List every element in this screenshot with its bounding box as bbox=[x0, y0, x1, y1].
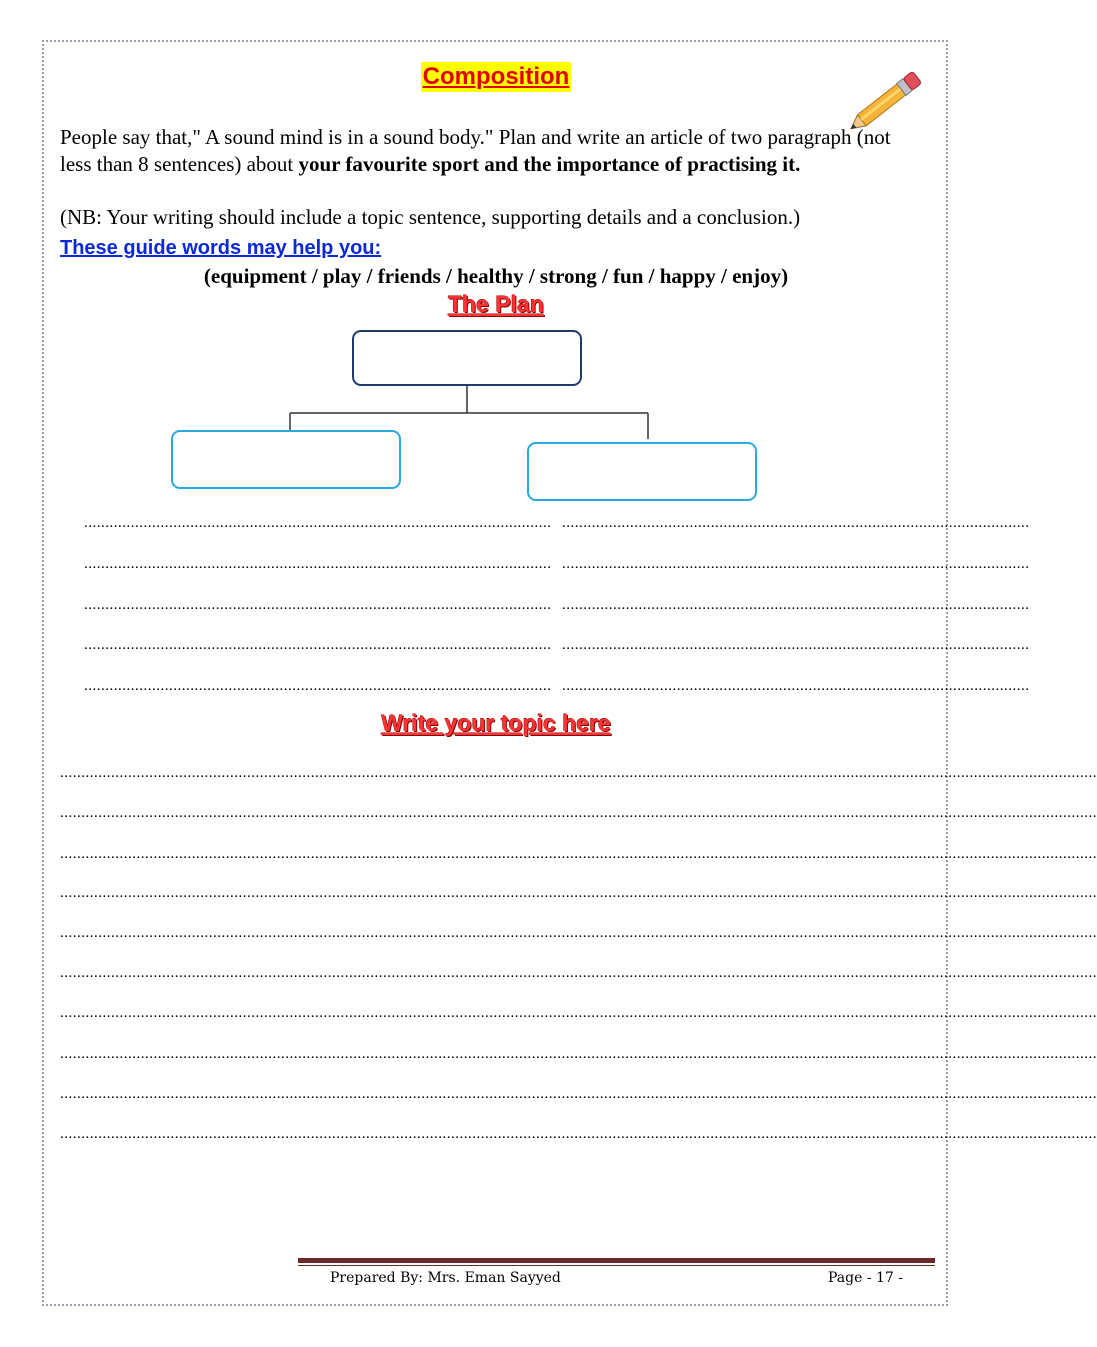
guide-heading: These guide words may help you: bbox=[60, 237, 382, 259]
writing-line[interactable]: .................................................................................................................................................................................................................................................... bbox=[60, 1046, 1097, 1062]
plan-note-line-left[interactable]: .............................................................................................................. bbox=[84, 515, 552, 531]
writing-line[interactable]: .................................................................................................................................................................................................................................................... bbox=[60, 885, 1097, 901]
guide-words: (equipment / play / friends / healthy / strong / fun / happy / enjoy) bbox=[203, 264, 789, 288]
topic-title: Write your topic here bbox=[381, 710, 611, 736]
writing-line[interactable]: .................................................................................................................................................................................................................................................... bbox=[60, 1126, 1097, 1142]
plan-note-line-right[interactable]: .............................................................................................................. bbox=[562, 556, 1030, 572]
plan-note-line-left[interactable]: .............................................................................................................. bbox=[84, 556, 552, 572]
page-title: Composition bbox=[422, 63, 570, 90]
plan-box-paragraph-one[interactable] bbox=[171, 430, 401, 489]
prompt-note: (NB: Your writing should include a topic sentence, supporting details and a conclusion.) bbox=[60, 205, 801, 229]
footer-rule bbox=[298, 1258, 935, 1263]
plan-box-topic[interactable] bbox=[352, 330, 582, 386]
plan-note-line-right[interactable]: .............................................................................................................. bbox=[562, 637, 1030, 653]
plan-box-paragraph-two[interactable] bbox=[527, 442, 757, 501]
prompt-intro: People say that," A sound mind is in a sound body." Plan and write an article of two paragraph (not less than 8 sentences) about bbox=[60, 125, 891, 176]
plan-note-line-right[interactable]: .............................................................................................................. bbox=[562, 678, 1030, 694]
writing-line[interactable]: .................................................................................................................................................................................................................................................... bbox=[60, 925, 1097, 941]
plan-note-line-left[interactable]: .............................................................................................................. bbox=[84, 597, 552, 613]
writing-line[interactable]: .................................................................................................................................................................................................................................................... bbox=[60, 1005, 1097, 1021]
plan-note-line-left[interactable]: .............................................................................................................. bbox=[84, 637, 552, 653]
plan-note-line-left[interactable]: .............................................................................................................. bbox=[84, 678, 552, 694]
plan-note-line-right[interactable]: .............................................................................................................. bbox=[562, 515, 1030, 531]
prompt-topic: your favourite sport and the importance of practising it. bbox=[298, 152, 801, 176]
footer-prepared-by: Prepared By: Mrs. Eman Sayyed bbox=[330, 1270, 561, 1286]
plan-connector-lines bbox=[0, 0, 992, 520]
plan-title: The Plan bbox=[448, 291, 544, 317]
writing-line[interactable]: .................................................................................................................................................................................................................................................... bbox=[60, 1086, 1097, 1102]
writing-line[interactable]: .................................................................................................................................................................................................................................................... bbox=[60, 846, 1097, 862]
writing-line[interactable]: .................................................................................................................................................................................................................................................... bbox=[60, 965, 1097, 981]
writing-line[interactable]: .................................................................................................................................................................................................................................................... bbox=[60, 805, 1097, 821]
footer-rule-thin bbox=[298, 1265, 935, 1266]
plan-note-line-right[interactable]: .............................................................................................................. bbox=[562, 597, 1030, 613]
writing-line[interactable]: .................................................................................................................................................................................................................................................... bbox=[60, 765, 1097, 781]
footer-page-number: Page - 17 - bbox=[828, 1270, 904, 1286]
